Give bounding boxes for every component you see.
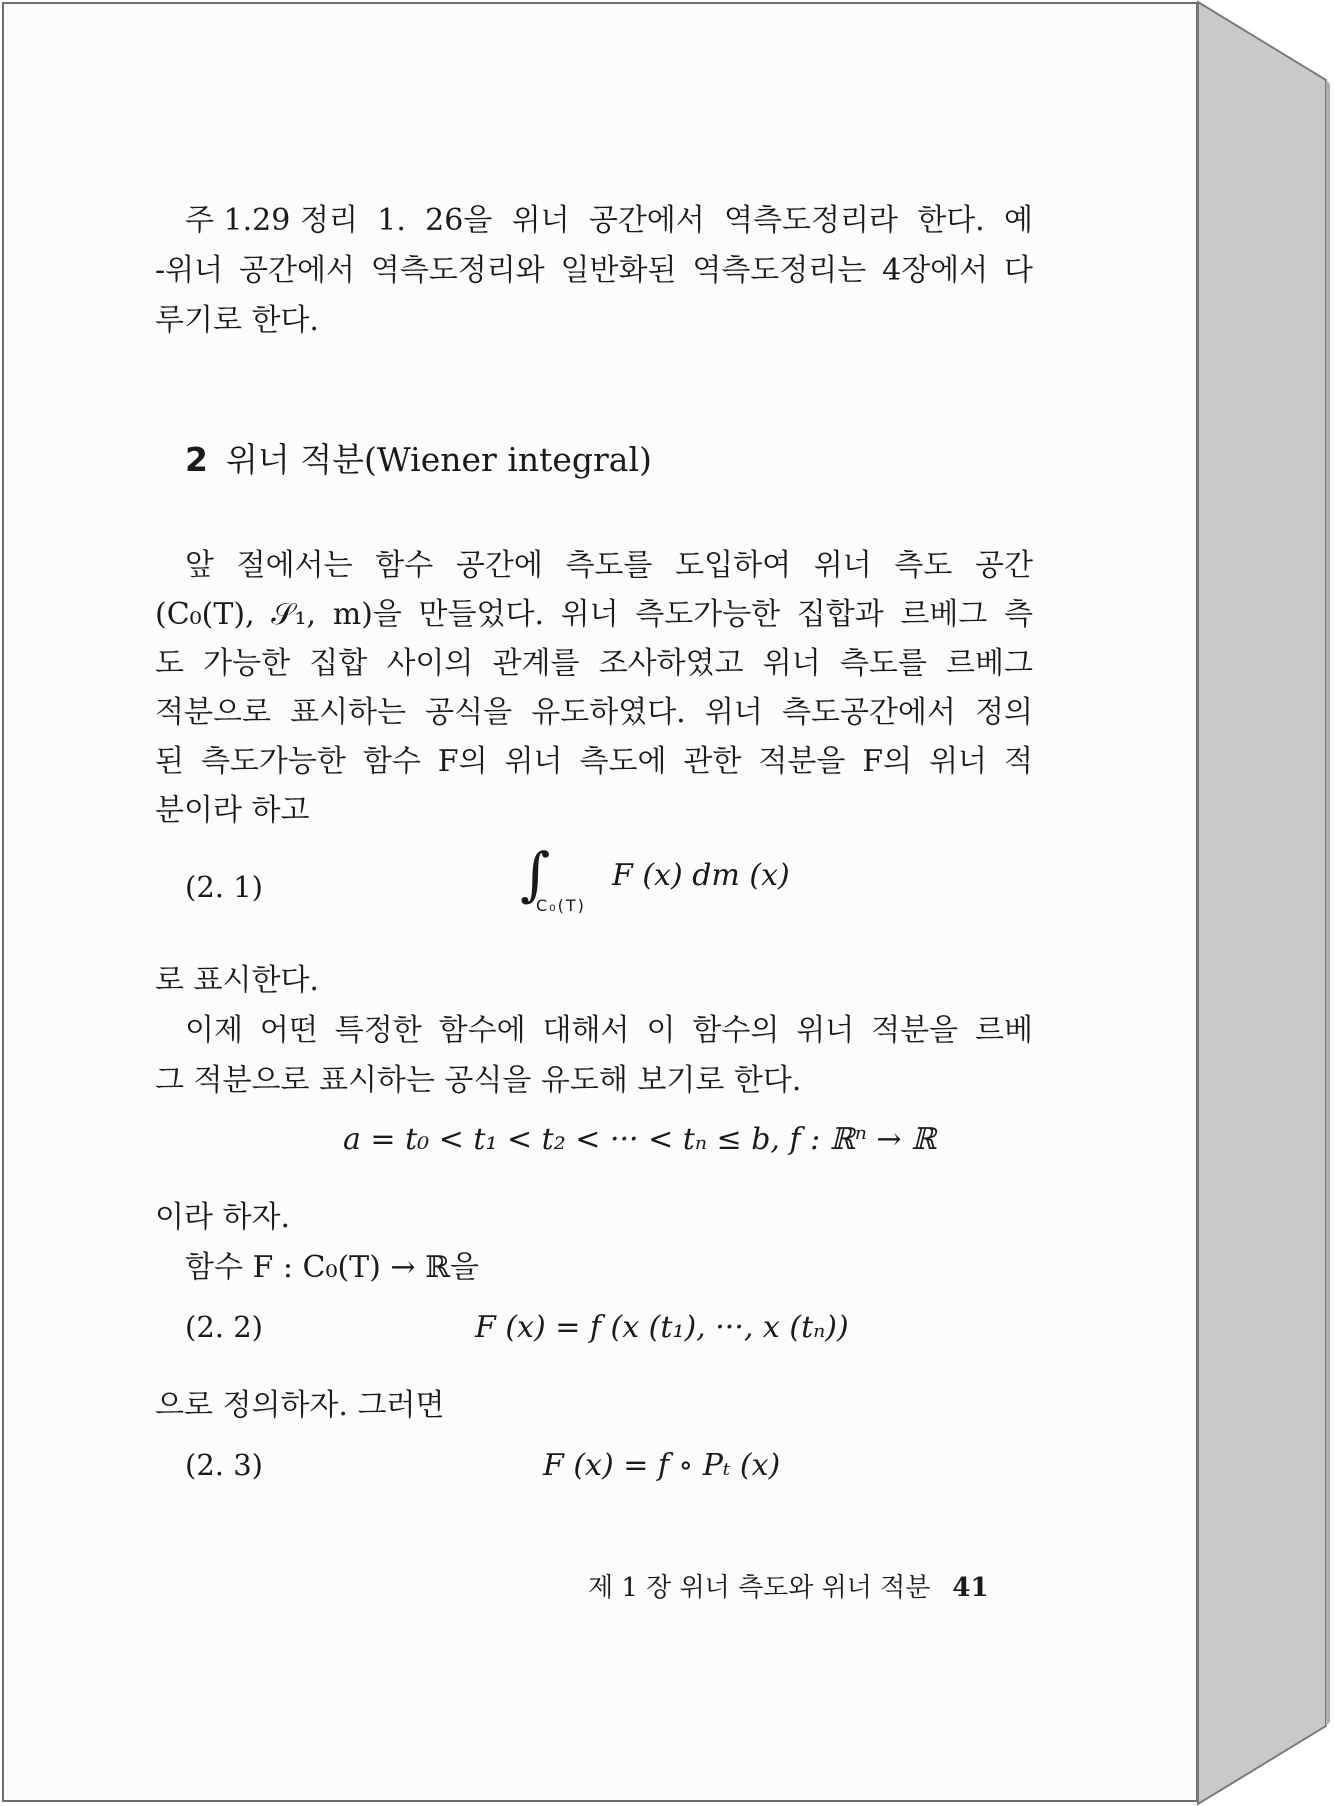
section-number: 2: [185, 440, 208, 479]
remark-line-2: -위너 공간에서 역측도정리와 일반화된 역측도정리는 4장에서 다: [155, 253, 1033, 288]
define-line: 으로 정의하자. 그러면: [155, 1388, 445, 1423]
equation-number-2-2: (2. 2): [185, 1310, 263, 1344]
chapter-title: 제 1 장 위너 측도와 위너 적분: [588, 1573, 931, 1603]
intro-line-5: 된 측도가능한 함수 F의 위너 측도에 관한 적분을 F의 위너 적: [155, 744, 1033, 779]
section-title: 위너 적분(Wiener integral): [225, 440, 652, 479]
after-eq1-line: 로 표시한다.: [155, 963, 319, 998]
display-math: a = t₀ < t₁ < t₂ < ··· < tₙ ≤ b, f : ℝⁿ → ℝ: [343, 1122, 936, 1157]
integral-sign: ∫: [520, 840, 551, 908]
equation-2-2: F (x) = f (x (t₁), ···, x (tₙ)): [475, 1310, 849, 1345]
remark-label: 주 1.29: [185, 203, 291, 238]
para2-line-1: 이제 어떤 특정한 함수에 대해서 이 함수의 위너 적분을 르베: [185, 1013, 1033, 1048]
page-footer: [588, 1567, 989, 1604]
para2-line-2: 그 적분으로 표시하는 공식을 유도해 보기로 한다.: [155, 1063, 802, 1098]
remark-line-1: 정리 1. 26을 위너 공간에서 역측도정리라 한다. 예: [300, 203, 1033, 238]
section-heading: [185, 434, 652, 481]
integral-domain: C₀(T): [536, 896, 586, 915]
intro-line-2: (C₀(T), 𝒮₁, m)을 만들었다. 위너 측도가능한 집합과 르베그 측: [155, 597, 1033, 632]
equation-2-3: F (x) = f ∘ Pₜ (x): [543, 1448, 781, 1483]
intro-line-3: 도 가능한 집합 사이의 관계를 조사하였고 위너 측도를 르베그: [155, 646, 1033, 681]
page-number: 41: [952, 1573, 989, 1603]
equation-number-2-1: (2. 1): [185, 870, 263, 904]
remark-line-3: 루기로 한다.: [155, 303, 319, 338]
integral-body: F (x) dm (x): [612, 858, 790, 893]
intro-line-6: 분이라 하고: [155, 793, 310, 828]
let-line: 이라 하자.: [155, 1200, 290, 1235]
function-definition: 함수 F : C₀(T) → ℝ을: [185, 1250, 480, 1285]
equation-number-2-3: (2. 3): [185, 1448, 263, 1482]
intro-line-4: 적분으로 표시하는 공식을 유도하였다. 위너 측도공간에서 정의: [155, 695, 1033, 730]
intro-line-1: 앞 절에서는 함수 공간에 측도를 도입하여 위너 측도 공간: [185, 548, 1033, 583]
